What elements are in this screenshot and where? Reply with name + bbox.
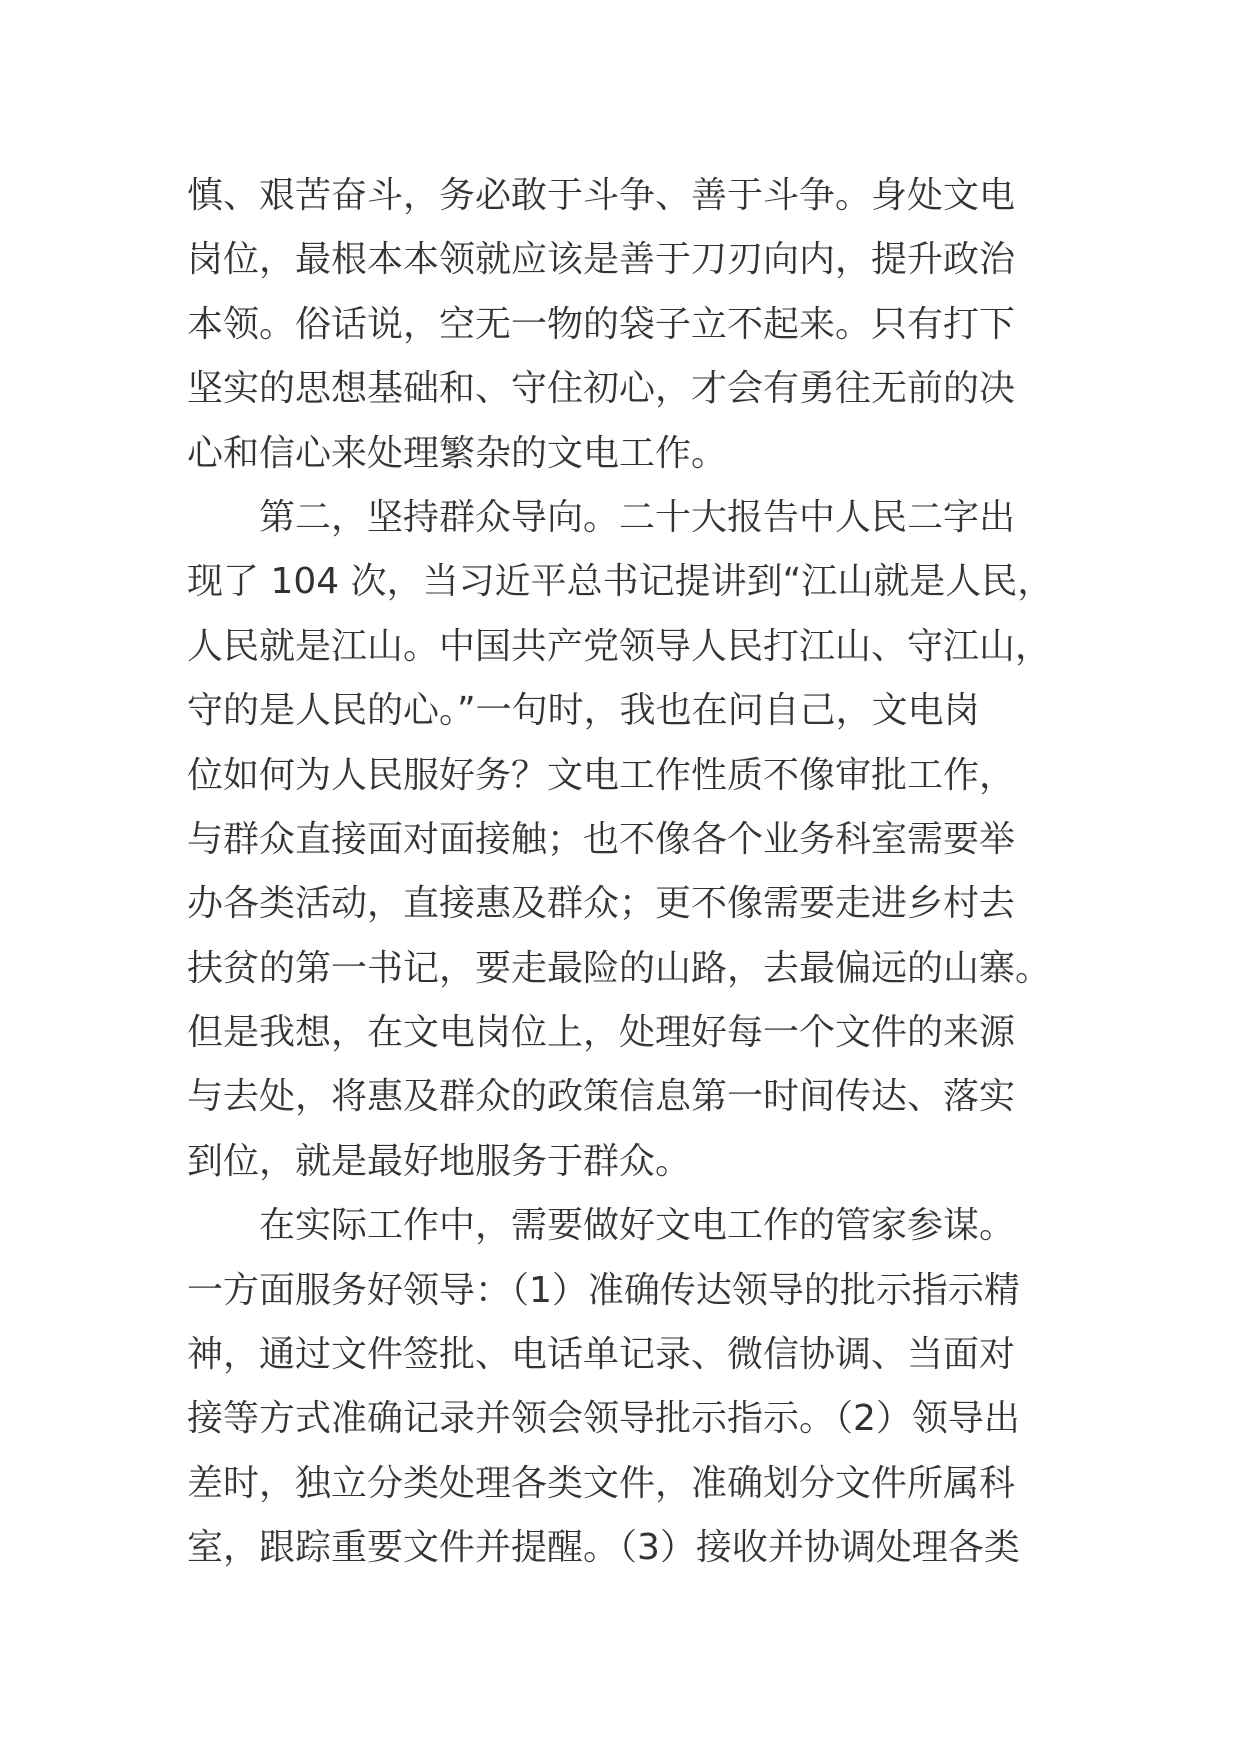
text-line: 与群众直接面对面接触；也不像各个业务科室需要举 — [187, 818, 1016, 860]
text-line: 守的是人民的心。”一句时，我也在问自己，文电岗 — [187, 690, 980, 732]
text-line: 在实际工作中，需要做好文电工作的管家参谋。 — [259, 1205, 1016, 1247]
paragraph — [187, 164, 1067, 486]
text-line: 与去处，将惠及群众的政策信息第一时间传达、落实 — [187, 1076, 1016, 1118]
text-line: 扶贫的第一书记，要走最险的山路，去最偏远的山寨。 — [187, 947, 1052, 989]
text-line: 接等方式准确记录并领会领导批示指示。（2）领导出 — [187, 1398, 1020, 1440]
text-line: 坚实的思想基础和、守住初心，才会有勇往无前的决 — [187, 368, 1016, 410]
paragraph — [187, 486, 1067, 1194]
text-line: 位如何为人民服好务？文电工作性质不像审批工作， — [187, 754, 1016, 796]
text-line: 岗位，最根本本领就应该是善于刀刃向内，提升政治 — [187, 239, 1016, 281]
text-line: 神，通过文件签批、电话单记录、微信协调、当面对 — [187, 1334, 1016, 1376]
text-line: 办各类活动，直接惠及群众；更不像需要走进乡村去 — [187, 883, 1016, 925]
text-line: 到位，就是最好地服务于群众。 — [187, 1140, 692, 1182]
text-line: 室，跟踪重要文件并提醒。（3）接收并协调处理各类 — [187, 1527, 1020, 1569]
text-line: 现了 104 次，当习近平总书记提讲到“江山就是人民， — [187, 561, 1054, 603]
text-line: 心和信心来处理繁杂的文电工作。 — [187, 432, 728, 474]
text-line: 但是我想，在文电岗位上，处理好每一个文件的来源 — [187, 1012, 1016, 1054]
document-body — [187, 164, 1067, 1581]
text-line: 本领。俗话说，空无一物的袋子立不起来。只有打下 — [187, 303, 1016, 345]
paragraph — [187, 1194, 1067, 1580]
text-line: 差时，独立分类处理各类文件，准确划分文件所属科 — [187, 1462, 1016, 1504]
text-line: 人民就是江山。中国共产党领导人民打江山、守江山， — [187, 625, 1052, 667]
text-line: 一方面服务好领导：（1）准确传达领导的批示指示精 — [187, 1269, 1020, 1311]
text-line: 慎、艰苦奋斗，务必敢于斗争、善于斗争。身处文电 — [187, 175, 1016, 216]
text-line: 第二，坚持群众导向。二十大报告中人民二字出 — [259, 496, 1016, 538]
